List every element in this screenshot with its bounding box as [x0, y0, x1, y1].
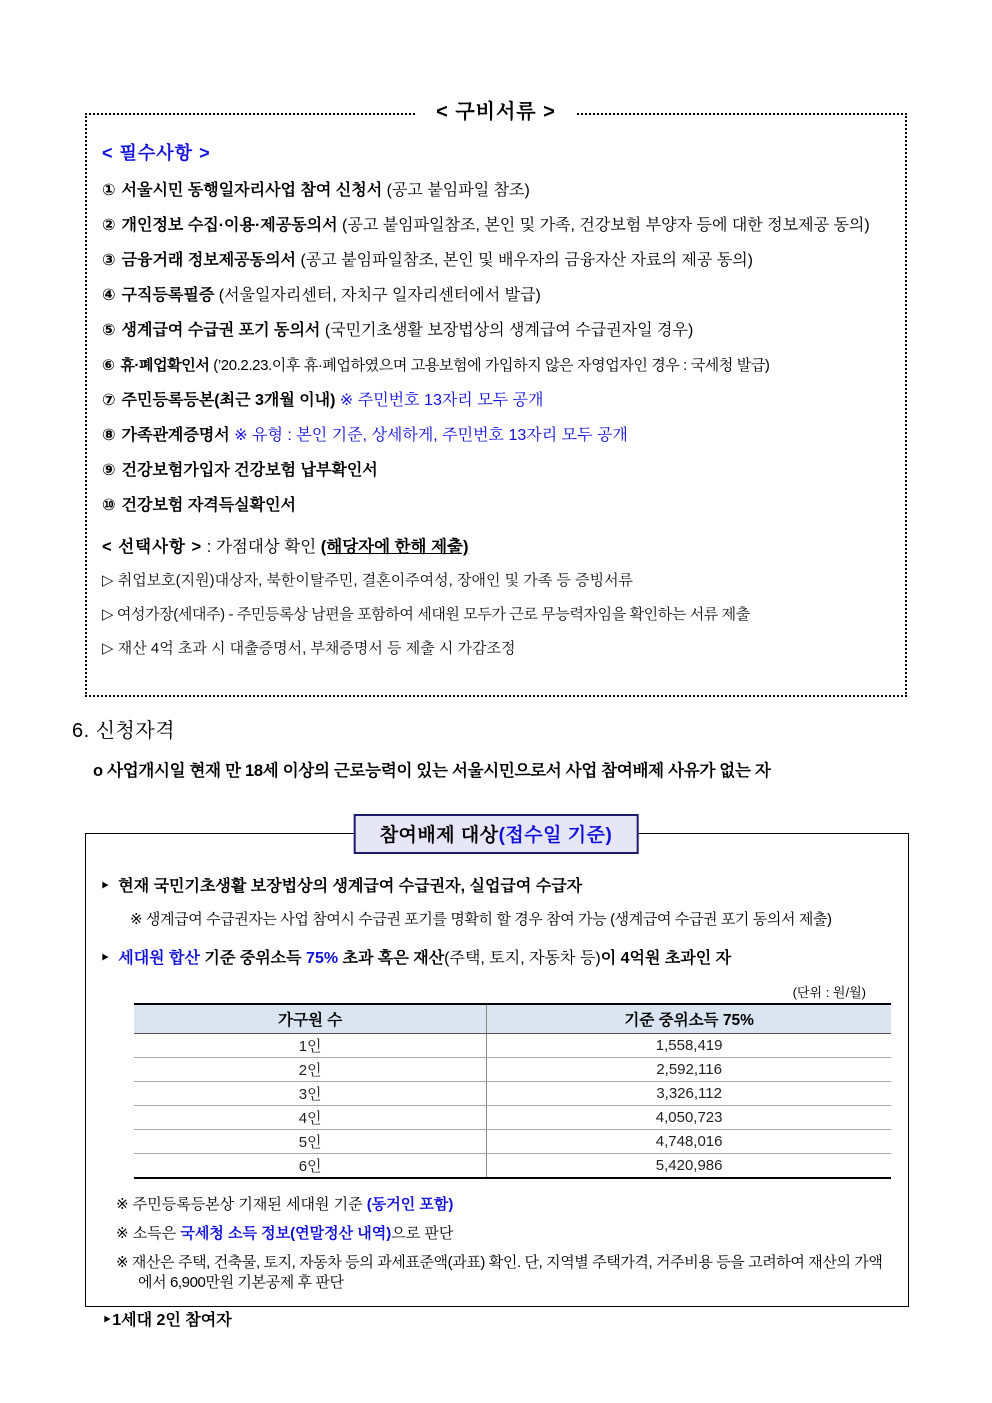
required-item-8 [102, 426, 890, 446]
cell-income: 5,420,986 [655, 1157, 723, 1174]
item-number: ④ [102, 287, 116, 304]
item-title: 주민등록등본(최근 3개월 이내) [121, 392, 336, 409]
optional-section-header-line [102, 536, 890, 558]
cell-household: 6인 [134, 1154, 487, 1179]
optional-mid-text: : 가점대상 확인 [202, 538, 321, 556]
item-title: 휴·폐업확인서 [120, 357, 210, 374]
item-title: 구직등록필증 [121, 287, 215, 304]
item-title: 가족관계증명서 [121, 427, 230, 444]
exclusion-note-1: ※ 생계급여 수급권자는 사업 참여시 수급권 포기를 명확히 할 경우 참여 가능 (생계급여 수급권 포기 동의서 제출) [130, 911, 832, 928]
item-desc: (서울일자리센터, 자치구 일자리센터에서 발급) [218, 287, 541, 304]
table-row [134, 1154, 891, 1179]
table-note-3: ※ 재산은 주택, 건축물, 토지, 자동차 등의 과세표준액(과표) 확인. 단, 지역별 주택가격, 거주비용 등을 고려하여 재산의 가액에서 6,900만원 기본공제 후 판단 [116, 1254, 883, 1291]
table-header-row [134, 1004, 891, 1034]
note2-pre: ※ 주민등록등본상 기재된 세대원 기준 [116, 1196, 367, 1213]
exclusion-line-2 [100, 948, 894, 970]
item-desc: (국민기초생활 보장법상의 생계급여 수급권자일 경우) [324, 322, 694, 339]
section6-heading: 6. 신청자격 [72, 720, 176, 742]
table-notes [116, 1195, 894, 1293]
note3-post: 으로 판단 [391, 1225, 454, 1242]
required-item-2 [102, 216, 890, 236]
required-item-4 [102, 286, 890, 306]
item-number: ⑥ [102, 357, 115, 374]
item-blue-note: ※ 유형 : 본인 기준, 상세하게, 주민번호 13자리 모두 공개 [234, 427, 628, 444]
item-number: ⑨ [102, 462, 116, 479]
required-item-6 [102, 356, 890, 376]
table-row [134, 1106, 891, 1130]
table-note-2 [116, 1224, 894, 1244]
line2-tail: 4억원 초과인 자 [620, 950, 732, 967]
income-table-body [134, 1034, 891, 1179]
unit-label: (단위 : 원/월) [792, 985, 866, 1000]
required-item-7 [102, 391, 890, 411]
item-number: ③ [102, 252, 116, 269]
required-item-9 [102, 461, 890, 481]
item-title: 금융거래 정보제공동의서 [121, 252, 297, 269]
exclusion-header-black: 참여배제 대상 [379, 825, 499, 846]
optional-item-3: ▷ 재산 4억 초과 시 대출증명서, 부채증명서 등 제출 시 가감조정 [102, 640, 516, 657]
document-title [0, 95, 992, 124]
required-item-1 [102, 181, 890, 201]
note2-blue: (동거인 포함) [366, 1196, 454, 1213]
table-row [134, 1058, 891, 1082]
section6-body: o 사업개시일 현재 만 18세 이상의 근로능력이 있는 서울시민으로서 사업 참여배제 사유가 없는 자 [93, 762, 771, 780]
item-desc: (공고 붙임파일참조, 본인 및 배우자의 금융자산 자료의 제공 동의) [300, 252, 753, 269]
cell-income: 4,050,723 [487, 1106, 891, 1130]
exclusion-line3-text: 1세대 2인 참여자 [112, 1312, 232, 1329]
table-row [134, 1034, 891, 1058]
item-title: 생계급여 수급권 포기 동의서 [121, 322, 321, 339]
line2-blue2: 75% [306, 950, 339, 967]
table-note-1 [116, 1195, 894, 1215]
required-documents-box [85, 113, 907, 697]
income-table [134, 1003, 891, 1179]
document-title-text: < 구비서류 > [416, 95, 576, 124]
col-header-household: 가구원 수 [134, 1004, 487, 1034]
cell-income: 3,326,112 [487, 1082, 891, 1106]
required-item-3 [102, 251, 890, 271]
item-title: 서울시민 동행일자리사업 참여 신청서 [121, 182, 383, 199]
item-desc: (’20.2.23.이후 휴·폐업하였으며 고용보험에 가입하지 않은 자영업자인 경우 : 국세청 발급) [213, 357, 770, 374]
exclusion-line1-text: 현재 국민기초생활 보장법상의 생계급여 수급권자, 실업급여 수급자 [118, 878, 583, 895]
item-number: ⑤ [102, 322, 116, 339]
note3-pre: ※ 소득은 [116, 1225, 181, 1242]
income-table-head [134, 1004, 891, 1034]
optional-section-header: < 선택사항 > [102, 538, 203, 556]
line2-blue1: 세대원 합산 [118, 950, 200, 967]
item-title: 개인정보 수집·이용·제공동의서 [121, 217, 338, 234]
item-title: 건강보험가입자 건강보험 납부확인서 [121, 462, 378, 479]
line2-paren: (주택, 토지, 자동차 등) [444, 950, 601, 967]
item-number: ⑦ [102, 392, 116, 409]
optional-item-2: ▷ 여성가장(세대주) - 주민등록상 남편을 포함하여 세대원 모두가 근로 무능력자임을 확인하는 서류 제출 [102, 606, 750, 623]
line2-mid1: 기준 중위소득 [199, 950, 307, 967]
required-item-10 [102, 496, 890, 516]
optional-item-1: ▷ 취업보호(지원)대상자, 북한이탈주민, 결혼이주여성, 장애인 및 가족 등 증빙서류 [102, 572, 634, 589]
exclusion-line-1 [100, 876, 894, 898]
cell-household: 3인 [134, 1082, 487, 1106]
item-number: ⑧ [102, 427, 116, 444]
item-number: ⑩ [102, 497, 116, 514]
item-blue-note: ※ 주민번호 13자리 모두 공개 [339, 392, 544, 409]
exclusion-box [85, 833, 909, 1329]
cell-household: 1인 [134, 1034, 487, 1058]
cell-household: 4인 [134, 1106, 487, 1130]
cell-income: 1,558,419 [487, 1034, 891, 1058]
table-row [134, 1082, 891, 1106]
cell-income: 2,592,116 [487, 1058, 891, 1082]
cell-household: 5인 [134, 1130, 487, 1154]
triangle-bullet-icon: ‣ [100, 950, 111, 967]
exclusion-box-header [354, 814, 639, 854]
triangle-bullet-icon: ‣ [102, 1312, 113, 1329]
required-item-5 [102, 321, 890, 341]
item-number: ① [102, 182, 116, 199]
item-desc: (공고 붙임파일참조, 본인 및 가족, 건강보험 부양자 등에 대한 정보제공 동의) [342, 217, 870, 234]
table-row [134, 1130, 891, 1154]
exclusion-header-blue: (접수일 기준) [498, 825, 613, 846]
optional-underline-text: (해당자에 한해 제출) [320, 538, 469, 556]
line2-mid2: 초과 혹은 재산 [338, 950, 445, 967]
line2-mid3: 이 [600, 950, 621, 967]
col-header-income: 기준 중위소득 75% [487, 1004, 891, 1034]
cell-income: 4,748,016 [487, 1130, 891, 1154]
item-desc: (공고 붙임파일 참조) [386, 182, 530, 199]
item-title: 건강보험 자격득실확인서 [121, 497, 297, 514]
required-section-header: < 필수사항 > [102, 143, 211, 163]
cell-household: 2인 [134, 1058, 487, 1082]
item-number: ② [102, 217, 116, 234]
note3-blue: 국세청 소득 정보(연말정산 내역) [180, 1225, 392, 1242]
triangle-bullet-icon: ‣ [100, 878, 111, 895]
exclusion-line-3 [102, 1307, 894, 1330]
